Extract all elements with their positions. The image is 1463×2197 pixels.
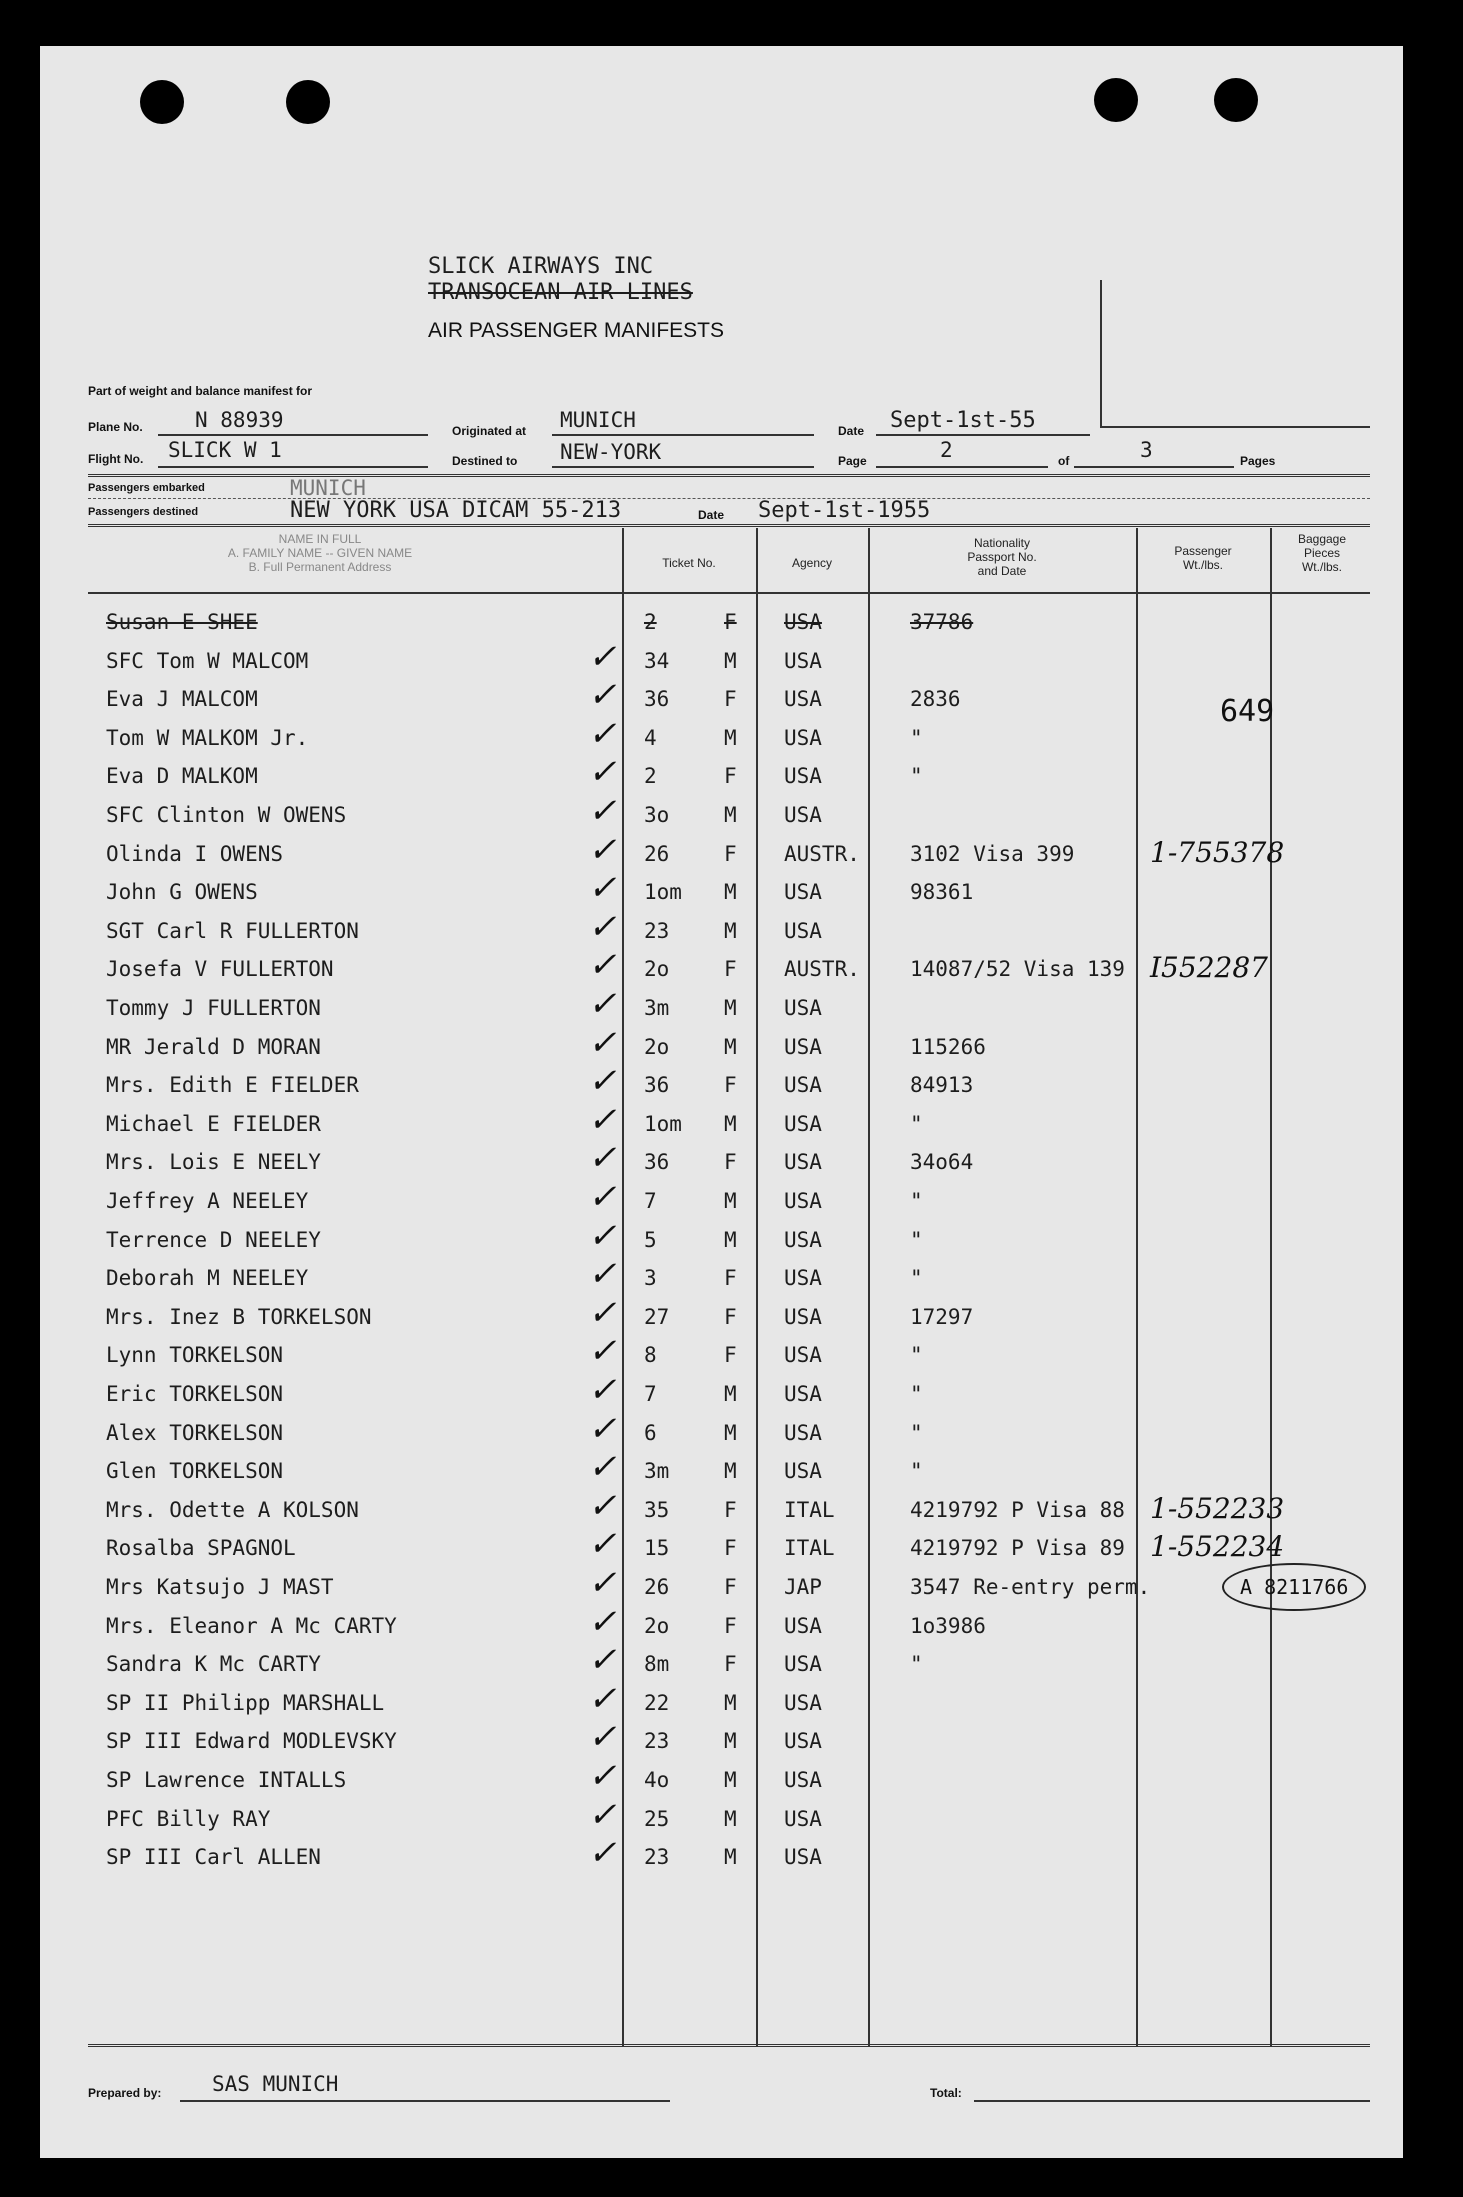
passport-no: 84913 — [910, 1073, 974, 1097]
handwritten-note: 1-552233 — [1150, 1492, 1285, 1525]
plane-no-value: N 88939 — [195, 408, 284, 432]
passenger-name: Sandra K Mc CARTY — [106, 1652, 321, 1676]
embarked-label: Passengers embarked — [88, 482, 205, 494]
sex: M — [724, 996, 737, 1020]
ticket-age: 25 — [644, 1807, 670, 1831]
passport-no: 37786 — [910, 610, 974, 634]
nationality: USA — [784, 803, 822, 827]
nationality: AUSTR. — [784, 842, 860, 866]
company-name-struck: TRANSOCEAN AIR LINES — [428, 280, 693, 305]
nationality: USA — [784, 1845, 822, 1869]
check-mark-icon: ✓ — [588, 637, 617, 677]
manifest-sheet — [40, 46, 1403, 2158]
sex: F — [724, 1652, 737, 1676]
passport-no: " — [910, 764, 923, 788]
check-mark-icon: ✓ — [588, 714, 617, 754]
ticket-age: 8 — [644, 1343, 657, 1367]
ticket-age: 26 — [644, 842, 670, 866]
punch-hole — [1214, 78, 1258, 122]
sex: M — [724, 1845, 737, 1869]
nationality: ITAL — [784, 1536, 835, 1560]
check-mark-icon: ✓ — [588, 1254, 617, 1294]
passport-no: " — [910, 1421, 923, 1445]
page-label: Page — [838, 454, 867, 468]
passport-no: " — [910, 1652, 923, 1676]
nationality: USA — [784, 1614, 822, 1638]
passenger-name: Mrs Katsujo J MAST — [106, 1575, 334, 1599]
sex: M — [724, 1382, 737, 1406]
ticket-age: 36 — [644, 1073, 670, 1097]
check-mark-icon: ✓ — [588, 1563, 617, 1603]
sex: M — [724, 919, 737, 943]
sex: M — [724, 1691, 737, 1715]
passenger-name: Glen TORKELSON — [106, 1459, 284, 1483]
check-mark-icon: ✓ — [588, 1447, 617, 1487]
plane-no-label: Plane No. — [88, 420, 143, 434]
nationality: USA — [784, 1035, 822, 1059]
check-mark-icon: ✓ — [588, 1216, 617, 1256]
ticket-age: 2 — [644, 610, 657, 634]
ticket-age: 23 — [644, 1845, 670, 1869]
nationality: USA — [784, 1652, 822, 1676]
header-passport: Nationality Passport No. and Date — [967, 536, 1037, 578]
passenger-name: Eva J MALCOM — [106, 687, 258, 711]
passenger-name: SFC Clinton W OWENS — [106, 803, 347, 827]
ticket-age: 36 — [644, 1150, 670, 1174]
sex: F — [724, 957, 737, 981]
check-mark-icon: ✓ — [588, 1061, 617, 1101]
nationality: USA — [784, 687, 822, 711]
ticket-age: 23 — [644, 919, 670, 943]
check-mark-icon: ✓ — [588, 752, 617, 792]
sex: M — [724, 1729, 737, 1753]
check-mark-icon: ✓ — [588, 868, 617, 908]
passport-no: " — [910, 1228, 923, 1252]
embarked-value: MUNICH — [290, 476, 366, 500]
check-mark-icon: ✓ — [588, 830, 617, 870]
nationality: USA — [784, 996, 822, 1020]
check-mark-icon: ✓ — [588, 1756, 617, 1796]
punch-hole — [140, 80, 184, 124]
nationality: USA — [784, 1382, 822, 1406]
passenger-name: Jeffrey A NEELEY — [106, 1189, 309, 1213]
ticket-age: 34 — [644, 649, 670, 673]
sex: F — [724, 1073, 737, 1097]
ticket-age: 2o — [644, 1035, 670, 1059]
originated-label: Originated at — [452, 424, 527, 438]
nationality: USA — [784, 1459, 822, 1483]
ticket-age: 3m — [644, 996, 670, 1020]
passenger-name: John G OWENS — [106, 880, 258, 904]
passport-no: 34o64 — [910, 1150, 974, 1174]
passenger-name: Josefa V FULLERTON — [106, 957, 334, 981]
sex: F — [724, 842, 737, 866]
check-mark-icon: ✓ — [588, 1293, 617, 1333]
passenger-name: Mrs. Edith E FIELDER — [106, 1073, 359, 1097]
passenger-name: SP II Philipp MARSHALL — [106, 1691, 385, 1715]
sex: M — [724, 649, 737, 673]
date2-label: Date — [698, 508, 725, 522]
punch-hole — [286, 80, 330, 124]
nationality: USA — [784, 1266, 822, 1290]
passenger-name: SFC Tom W MALCOM — [106, 649, 309, 673]
handwritten-note: I552287 — [1150, 951, 1268, 984]
header-baggage: Baggage Pieces Wt./lbs. — [1297, 532, 1347, 574]
passport-no: " — [910, 1343, 923, 1367]
nationality: USA — [784, 1305, 822, 1329]
destined-label: Destined to — [452, 454, 518, 468]
check-mark-icon: ✓ — [588, 1524, 617, 1564]
passport-no: 115266 — [910, 1035, 986, 1059]
nationality: USA — [784, 1729, 822, 1753]
passenger-name: Susan E SHEE — [106, 610, 258, 634]
sex: F — [724, 1575, 737, 1599]
passport-no: 4219792 P Visa 88 — [910, 1498, 1125, 1522]
sex: F — [724, 1536, 737, 1560]
nationality: USA — [784, 1421, 822, 1445]
destined2-value: NEW YORK USA DICAM 55-213 — [290, 498, 622, 523]
ticket-age: 1om — [644, 1112, 682, 1136]
passenger-name: Eva D MALKOM — [106, 764, 258, 788]
passenger-name: Mrs. Odette A KOLSON — [106, 1498, 359, 1522]
handwritten-note: 1-755378 — [1150, 836, 1285, 869]
passport-no: 2836 — [910, 687, 961, 711]
sex: M — [724, 726, 737, 750]
passport-no: " — [910, 726, 923, 750]
nationality: USA — [784, 649, 822, 673]
ticket-age: 15 — [644, 1536, 670, 1560]
passenger-name: Tom W MALKOM Jr. — [106, 726, 309, 750]
check-mark-icon: ✓ — [588, 1795, 617, 1835]
passenger-name: Mrs. Eleanor A Mc CARTY — [106, 1614, 397, 1638]
prepared-by-label: Prepared by: — [88, 2086, 162, 2100]
passenger-name: Rosalba SPAGNOL — [106, 1536, 296, 1560]
handwritten-note: 1-552234 — [1150, 1530, 1285, 1563]
sex: M — [724, 880, 737, 904]
check-mark-icon: ✓ — [588, 1717, 617, 1757]
check-mark-icon: ✓ — [588, 984, 617, 1024]
destined2-label: Passengers destined — [88, 506, 199, 518]
sex: M — [724, 1035, 737, 1059]
passenger-name: SP Lawrence INTALLS — [106, 1768, 347, 1792]
passenger-name: Deborah M NEELEY — [106, 1266, 309, 1290]
nationality: USA — [784, 1768, 822, 1792]
ticket-age: 5 — [644, 1228, 657, 1252]
check-mark-icon: ✓ — [588, 1602, 617, 1642]
check-mark-icon: ✓ — [588, 1023, 617, 1063]
sex: F — [724, 1498, 737, 1522]
ticket-age: 3o — [644, 803, 670, 827]
sex: F — [724, 1343, 737, 1367]
passport-no: 14087/52 Visa 139 — [910, 957, 1125, 981]
check-mark-icon: ✓ — [588, 1409, 617, 1449]
passenger-name: Tommy J FULLERTON — [106, 996, 321, 1020]
manifest-title: AIR PASSENGER MANIFESTS — [428, 319, 724, 342]
ticket-age: 23 — [644, 1729, 670, 1753]
sex: F — [724, 1305, 737, 1329]
passenger-name: Lynn TORKELSON — [106, 1343, 284, 1367]
passenger-name: Eric TORKELSON — [106, 1382, 284, 1406]
check-mark-icon: ✓ — [588, 1640, 617, 1680]
nationality: USA — [784, 1228, 822, 1252]
page-value: 2 — [940, 438, 953, 462]
passenger-name: SP III Carl ALLEN — [106, 1845, 321, 1869]
nationality: USA — [784, 1691, 822, 1715]
check-mark-icon: ✓ — [588, 1486, 617, 1526]
punch-hole — [1094, 78, 1138, 122]
ticket-age: 2 — [644, 764, 657, 788]
passenger-name: Michael E FIELDER — [106, 1112, 321, 1136]
check-mark-icon: ✓ — [588, 1833, 617, 1873]
ticket-age: 2o — [644, 1614, 670, 1638]
ticket-age: 7 — [644, 1189, 657, 1213]
total-label: Total: — [930, 2086, 962, 2100]
sex: F — [724, 1266, 737, 1290]
passenger-name: SP III Edward MODLEVSKY — [106, 1729, 397, 1753]
passport-no: 1o3986 — [910, 1614, 986, 1638]
nationality: USA — [784, 1343, 822, 1367]
sex: F — [724, 1614, 737, 1638]
check-mark-icon: ✓ — [588, 1138, 617, 1178]
pages-label: Pages — [1240, 454, 1276, 468]
ticket-age: 8m — [644, 1652, 670, 1676]
nationality: USA — [784, 1189, 822, 1213]
passport-no: 98361 — [910, 880, 974, 904]
flight-no-label: Flight No. — [88, 452, 144, 466]
nationality: USA — [784, 1073, 822, 1097]
passport-no: 17297 — [910, 1305, 974, 1329]
passenger-name: Alex TORKELSON — [106, 1421, 284, 1445]
passenger-name: Mrs. Lois E NEELY — [106, 1150, 321, 1174]
destined-value: NEW-YORK — [560, 440, 662, 464]
header-name: NAME IN FULL A. FAMILY NAME -- GIVEN NAME B. Full Permanent Address — [227, 532, 413, 574]
nationality: JAP — [784, 1575, 822, 1599]
sex: M — [724, 1459, 737, 1483]
ticket-age: 35 — [644, 1498, 670, 1522]
part-of-label: Part of weight and balance manifest for — [88, 384, 313, 398]
header-ticket: Ticket No. — [662, 556, 716, 570]
flight-no-value: SLICK W 1 — [168, 438, 282, 462]
check-mark-icon: ✓ — [588, 1177, 617, 1217]
passport-no: " — [910, 1266, 923, 1290]
ticket-age: 6 — [644, 1421, 657, 1445]
date-label: Date — [838, 424, 865, 438]
originated-value: MUNICH — [560, 408, 636, 432]
of-pages-value: 3 — [1140, 438, 1153, 462]
passenger-name: Olinda I OWENS — [106, 842, 284, 866]
check-mark-icon: ✓ — [588, 675, 617, 715]
passport-no: " — [910, 1459, 923, 1483]
passenger-name: SGT Carl R FULLERTON — [106, 919, 359, 943]
date2-value: Sept-1st-1955 — [758, 498, 931, 523]
sex: M — [724, 1768, 737, 1792]
passenger-name: Terrence D NEELEY — [106, 1228, 321, 1252]
sex: F — [724, 1150, 737, 1174]
passenger-name: MR Jerald D MORAN — [106, 1035, 321, 1059]
check-mark-icon: ✓ — [588, 1100, 617, 1140]
nationality: USA — [784, 880, 822, 904]
nationality: USA — [784, 764, 822, 788]
sex: F — [724, 687, 737, 711]
of-label: of — [1058, 454, 1070, 468]
passport-no: " — [910, 1382, 923, 1406]
ticket-age: 2o — [644, 957, 670, 981]
sex: M — [724, 803, 737, 827]
check-mark-icon: ✓ — [588, 907, 617, 947]
ticket-age: 36 — [644, 687, 670, 711]
ticket-age: 3 — [644, 1266, 657, 1290]
ticket-age: 3m — [644, 1459, 670, 1483]
sex: M — [724, 1421, 737, 1445]
nationality: USA — [784, 919, 822, 943]
passport-no: " — [910, 1112, 923, 1136]
nationality: AUSTR. — [784, 957, 860, 981]
passport-no: 3547 Re-entry perm. — [910, 1575, 1151, 1599]
nationality: USA — [784, 1150, 822, 1174]
sex: F — [724, 610, 737, 634]
check-mark-icon: ✓ — [588, 945, 617, 985]
prepared-by-value: SAS MUNICH — [212, 2072, 339, 2096]
header-agency: Agency — [791, 556, 833, 570]
passenger-name: PFC Billy RAY — [106, 1807, 271, 1831]
weight-note: 649 — [1220, 694, 1275, 729]
handwritten-note: A 8211766 — [1222, 1563, 1366, 1611]
sex: F — [724, 764, 737, 788]
header-weight: Passenger Wt./lbs. — [1174, 544, 1232, 572]
sex: M — [724, 1112, 737, 1136]
check-mark-icon: ✓ — [588, 1679, 617, 1719]
ticket-age: 4o — [644, 1768, 670, 1792]
passenger-name: Mrs. Inez B TORKELSON — [106, 1305, 372, 1329]
ticket-age: 22 — [644, 1691, 670, 1715]
nationality: USA — [784, 1112, 822, 1136]
check-mark-icon: ✓ — [588, 1331, 617, 1371]
ticket-age: 27 — [644, 1305, 670, 1329]
nationality: USA — [784, 1807, 822, 1831]
ticket-age: 4 — [644, 726, 657, 750]
check-mark-icon: ✓ — [588, 1370, 617, 1410]
nationality: USA — [784, 726, 822, 750]
check-mark-icon: ✓ — [588, 791, 617, 831]
sex: M — [724, 1807, 737, 1831]
nationality: USA — [784, 610, 822, 634]
nationality: ITAL — [784, 1498, 835, 1522]
sex: M — [724, 1228, 737, 1252]
passport-no: " — [910, 1189, 923, 1213]
sex: M — [724, 1189, 737, 1213]
ticket-age: 7 — [644, 1382, 657, 1406]
ticket-age: 26 — [644, 1575, 670, 1599]
ticket-age: 1om — [644, 880, 682, 904]
passport-no: 4219792 P Visa 89 — [910, 1536, 1125, 1560]
passport-no: 3102 Visa 399 — [910, 842, 1075, 866]
company-name: SLICK AIRWAYS INC — [428, 254, 654, 279]
date-value: Sept-1st-55 — [890, 408, 1036, 433]
